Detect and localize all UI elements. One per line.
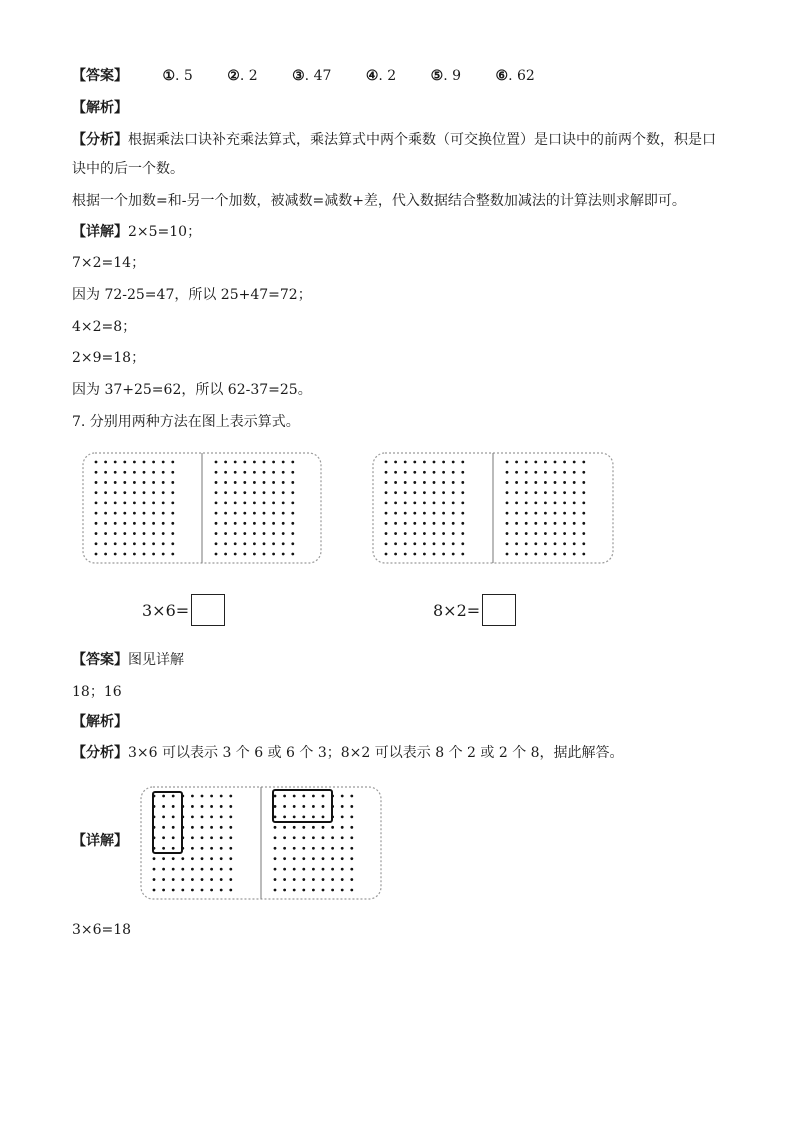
dot-group xyxy=(385,461,586,556)
equation-right: 8×2= xyxy=(433,594,516,626)
analysis-text: 【分析】根据乘法口诀补充乘法算式，乘法算式中两个乘数（可交换位置）是口诀中的前两个数，积是口 xyxy=(72,132,716,148)
analysis-text: 根据一个加数=和-另一个加数，被减数=减数+差，代入数据结合整数加减法的计算法则求解即可。 xyxy=(72,193,686,209)
detail-line: 因为 72-25=47，所以 25+47=72； xyxy=(72,287,312,303)
question-title: 7. 分别用两种方法在图上表示算式。 xyxy=(72,414,300,430)
answer-item: ③. 47 xyxy=(292,68,332,84)
dot-group xyxy=(95,461,295,556)
dot-grid-figure-left xyxy=(82,452,322,564)
equation-left: 3×6= xyxy=(142,594,225,626)
analysis-text: 【分析】3×6 可以表示 3 个 6 或 6 个 3；8×2 可以表示 8 个 2 或 2 个 8，据此解答。 xyxy=(72,745,624,761)
answer-box[interactable] xyxy=(482,594,516,626)
answer-item: ②. 2 xyxy=(227,68,258,84)
answer-tag: 【答案】 xyxy=(72,68,128,84)
answer-line: 【答案】图见详解 xyxy=(72,652,184,668)
answer-box[interactable] xyxy=(191,594,225,626)
analysis-tag: 【解析】 xyxy=(72,714,128,730)
answer-item: ⑤. 9 xyxy=(430,68,462,84)
answer-item: ④. 2 xyxy=(365,68,397,84)
analysis-text: 诀中的后一个数。 xyxy=(72,161,184,177)
detail-tag: 【详解】 xyxy=(72,833,128,849)
answer-values: 18；16 xyxy=(72,684,122,700)
detail-line: 2×9=18； xyxy=(72,350,146,366)
detail-line: 4×2=8； xyxy=(72,319,137,335)
highlight-box xyxy=(153,792,182,853)
result-line: 3×6=18 xyxy=(72,922,132,938)
analysis-tag: 【解析】 xyxy=(72,100,128,116)
answer-line xyxy=(72,67,535,85)
detail-line: 7×2=14； xyxy=(72,255,146,271)
detail-line: 【详解】2×5=10； xyxy=(72,224,202,240)
answer-item: ①. 5 xyxy=(162,68,193,84)
dot-grid-figure-solution xyxy=(140,786,382,900)
detail-line: 因为 37+25=62，所以 62-37=25。 xyxy=(72,382,312,398)
dot-grid-figure-right xyxy=(372,452,614,564)
answer-item: ⑥. 62 xyxy=(495,68,535,84)
